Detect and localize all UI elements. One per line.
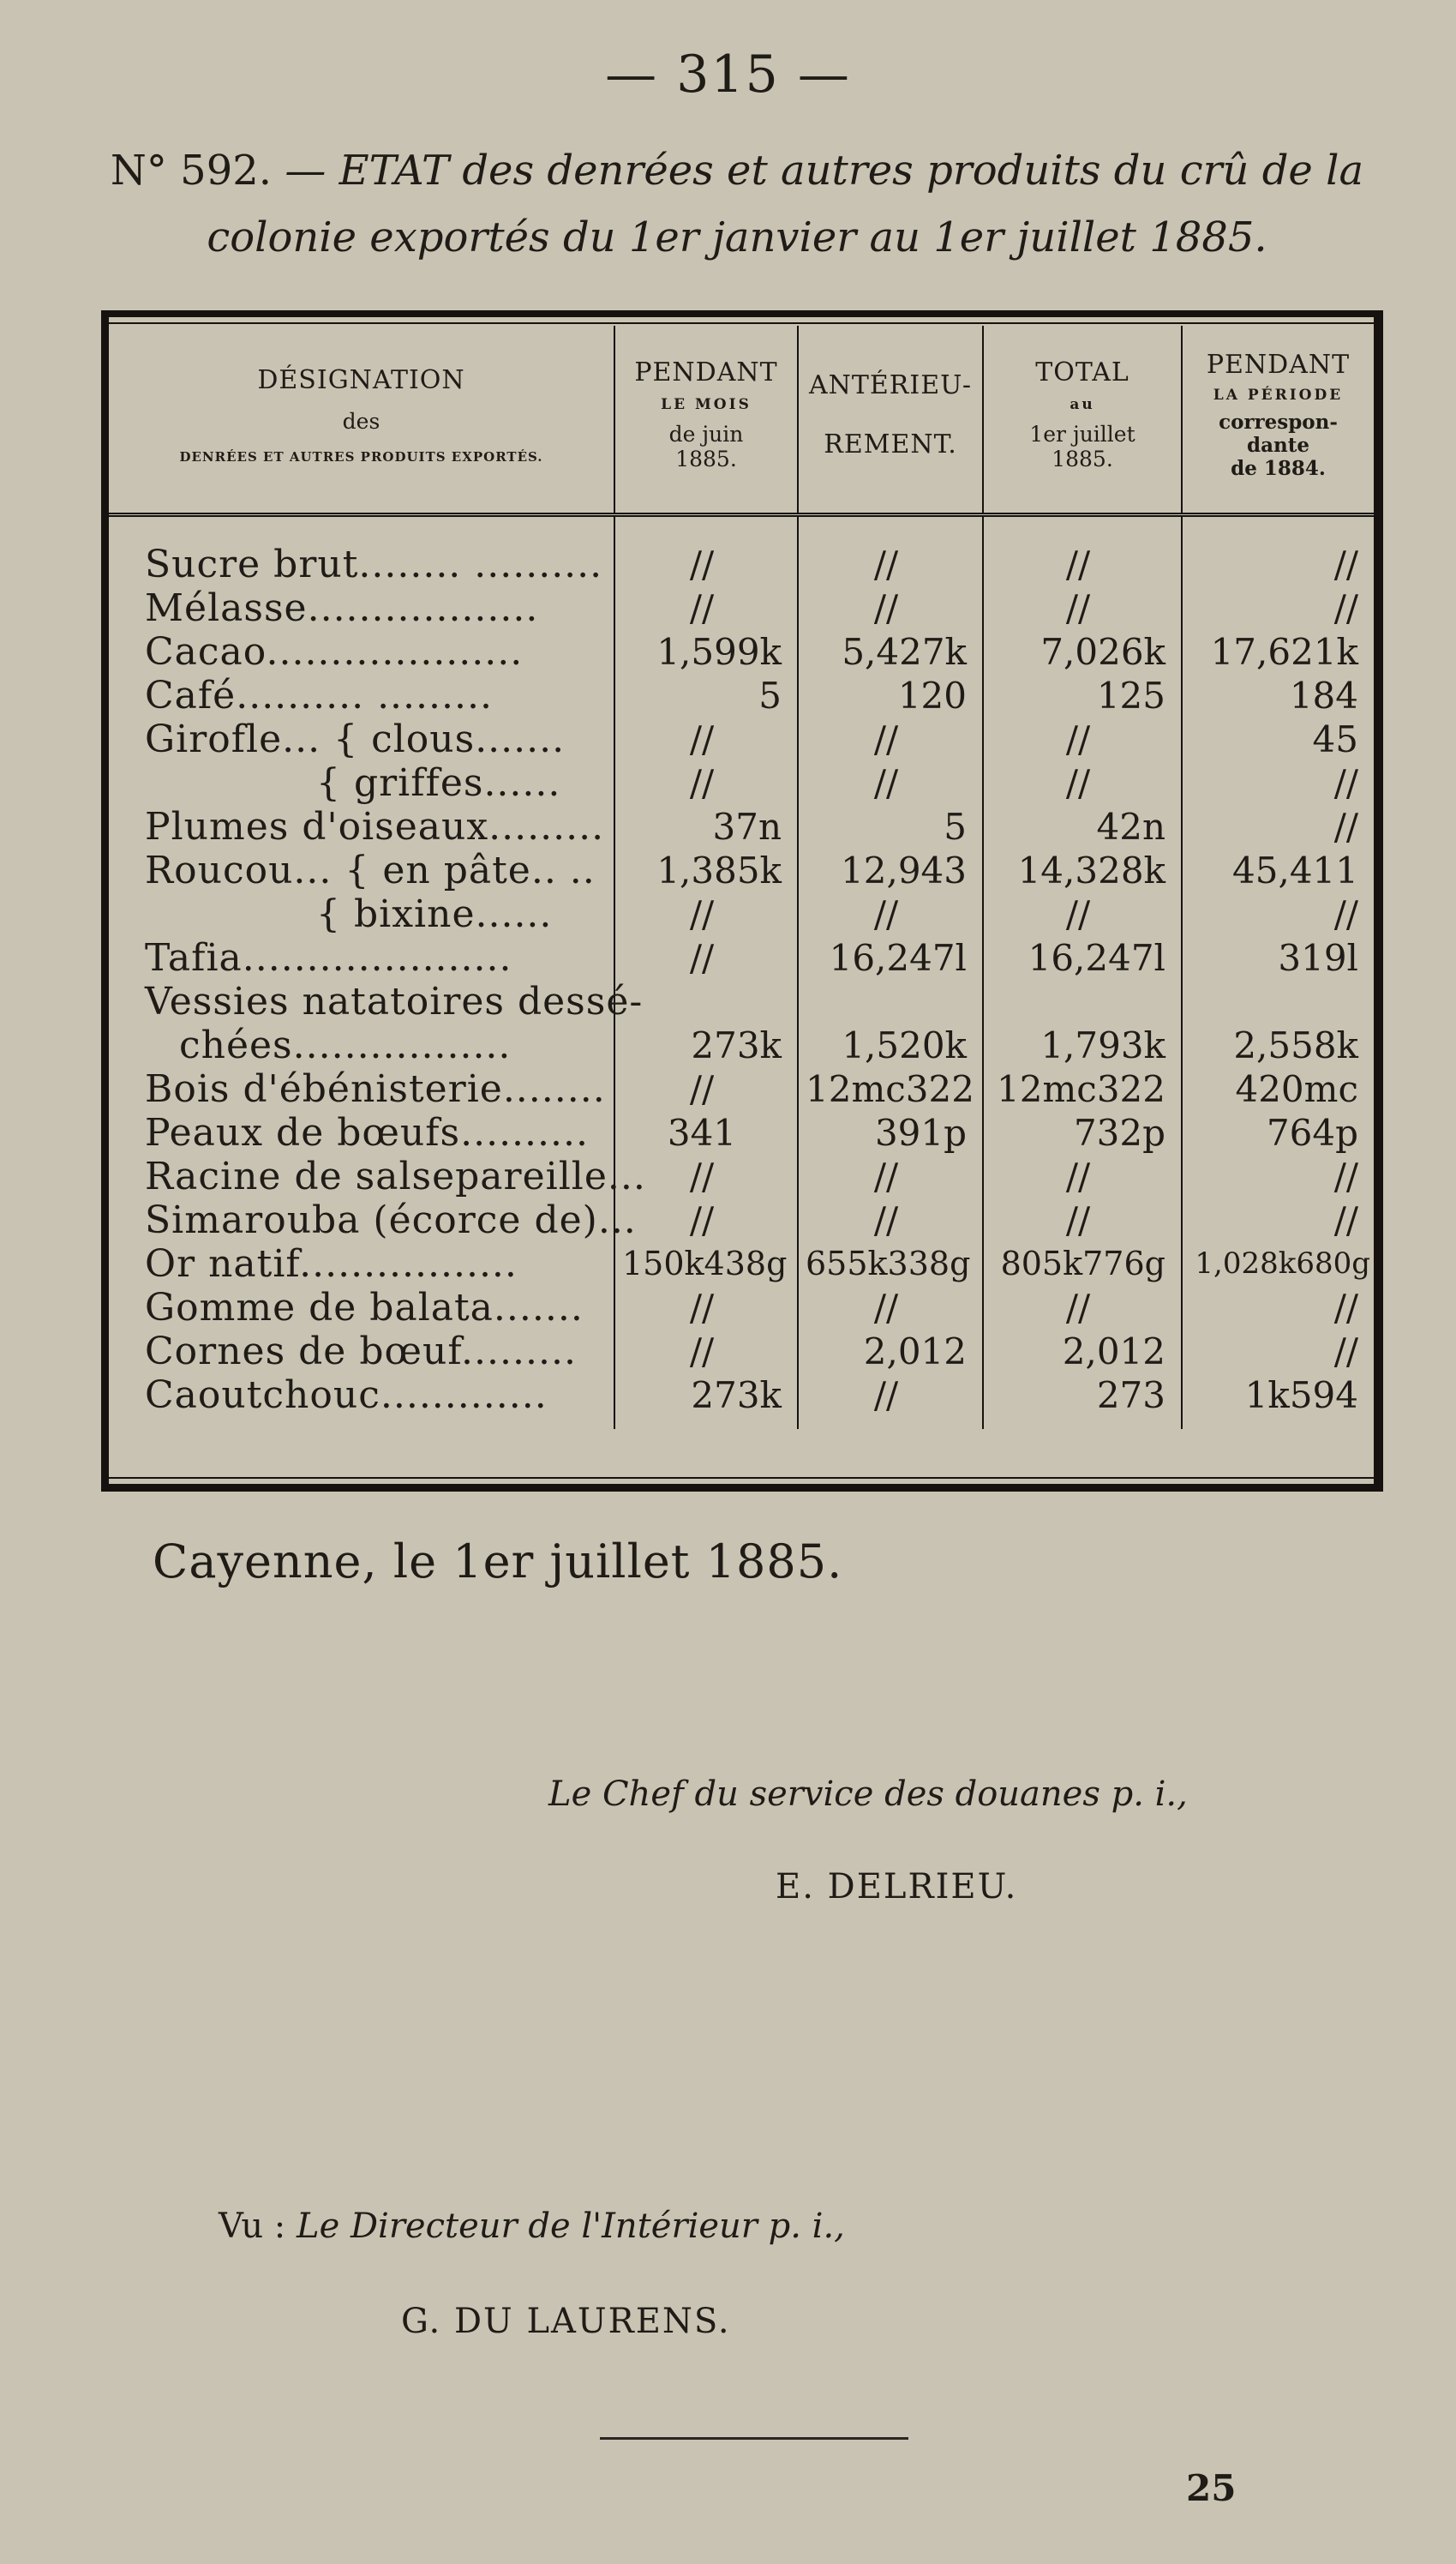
cell-juin: 273k	[614, 1024, 798, 1067]
cell-1884: 420mc	[1182, 1067, 1374, 1111]
table-row	[109, 1330, 1374, 1373]
customs-chief-name: E. DELRIEU.	[776, 1867, 1018, 1906]
cell-juin: //	[614, 1286, 798, 1330]
table-row	[109, 1155, 1374, 1198]
table-header-row	[109, 326, 1374, 514]
cell-anterieur: 5,427k	[798, 630, 983, 674]
cell-anterieur: //	[798, 1198, 983, 1242]
row-label: Cacao....................	[145, 629, 524, 674]
document-number: N° 592.	[110, 147, 273, 195]
cell-juin: 341	[614, 1111, 798, 1155]
cell-total: //	[983, 1155, 1182, 1198]
table-row	[109, 718, 1374, 761]
cell-1884: //	[1182, 1286, 1374, 1330]
cell-anterieur: //	[798, 718, 983, 761]
table-row	[109, 1286, 1374, 1330]
cell-1884: //	[1182, 805, 1374, 849]
export-table	[109, 326, 1374, 1429]
cell-total: //	[983, 892, 1182, 936]
cell-anterieur: 5	[798, 805, 983, 849]
cell-1884: 319l	[1182, 936, 1374, 980]
vu-line	[219, 2207, 845, 2246]
table-row	[109, 1111, 1374, 1155]
cell-anterieur: 1,520k	[798, 1024, 983, 1067]
header-designation: DÉSIGNATION des DENRÉES ET AUTRES PRODUITS EXPORTÉS.	[109, 326, 614, 514]
cell-anterieur: 391p	[798, 1111, 983, 1155]
cell-total: 12mc322	[983, 1067, 1182, 1111]
cell-anterieur: 12mc322	[798, 1067, 983, 1111]
row-label: Caoutchouc.............	[145, 1372, 548, 1417]
cell-juin: //	[614, 761, 798, 805]
customs-chief-title: Le Chef du service des douanes p. i.,	[548, 1774, 1188, 1814]
row-label: Bois d'ébénisterie........	[145, 1066, 606, 1111]
cell-juin: 37n	[614, 805, 798, 849]
cell-1884: 184	[1182, 674, 1374, 718]
row-label: Sucre brut........ ..........	[145, 542, 603, 586]
cell-1884: //	[1182, 1330, 1374, 1373]
cell-total	[983, 980, 1182, 1024]
table-row	[109, 849, 1374, 892]
cell-juin: //	[614, 1330, 798, 1373]
cell-total: //	[983, 514, 1182, 586]
cell-juin: 150k438g	[614, 1242, 798, 1286]
cell-juin: 5	[614, 674, 798, 718]
table-row	[109, 586, 1374, 630]
table-row	[109, 1242, 1374, 1286]
row-label: Cornes de bœuf.........	[145, 1329, 577, 1373]
table-row	[109, 805, 1374, 849]
cell-juin: //	[614, 718, 798, 761]
table-row	[109, 936, 1374, 980]
cell-juin: //	[614, 936, 798, 980]
bottom-rule	[600, 2437, 908, 2440]
cell-anterieur: 2,012	[798, 1330, 983, 1373]
cell-total: 16,247l	[983, 936, 1182, 980]
cell-1884: //	[1182, 514, 1374, 586]
header-periode-1884: PENDANT LA PÉRIODE correspon- dante de 1884.	[1182, 326, 1374, 514]
row-label: Simarouba (écorce de)...	[145, 1198, 637, 1242]
cell-1884: //	[1182, 586, 1374, 630]
cell-juin: 1,599k	[614, 630, 798, 674]
director-title: Le Directeur de l'Intérieur p. i.,	[297, 2207, 845, 2246]
cell-total: //	[983, 586, 1182, 630]
row-label: Roucou... { en pâte.. ..	[145, 848, 596, 892]
cell-total: //	[983, 1198, 1182, 1242]
table-row	[109, 1198, 1374, 1242]
row-label: Racine de salsepareille...	[145, 1154, 646, 1198]
cell-anterieur	[798, 980, 983, 1024]
cell-1884	[1182, 980, 1374, 1024]
table-row	[109, 892, 1374, 936]
table-row	[109, 1373, 1374, 1429]
header-pendant-mois: PENDANT LE MOIS de juin 1885.	[614, 326, 798, 514]
table-row	[109, 980, 1374, 1024]
cell-1884: 2,558k	[1182, 1024, 1374, 1067]
cell-anterieur: 12,943	[798, 849, 983, 892]
cell-anterieur: //	[798, 586, 983, 630]
table-row	[109, 1024, 1374, 1067]
cell-total: //	[983, 718, 1182, 761]
cell-juin: //	[614, 514, 798, 586]
cell-total: 273	[983, 1373, 1182, 1429]
page-number-top: — 315 —	[605, 45, 851, 105]
cell-juin: 1,385k	[614, 849, 798, 892]
cell-juin: //	[614, 892, 798, 936]
cell-juin: 273k	[614, 1373, 798, 1429]
page-number-bottom: 25	[1186, 2467, 1237, 2509]
table-row	[109, 630, 1374, 674]
cell-1884: 17,621k	[1182, 630, 1374, 674]
row-label: Vessies natatoires dessé-	[145, 979, 644, 1024]
row-label: { bixine......	[316, 892, 553, 936]
cell-anterieur: 655k338g	[798, 1242, 983, 1286]
cell-anterieur: 120	[798, 674, 983, 718]
cell-1884: 45,411	[1182, 849, 1374, 892]
cell-anterieur: //	[798, 1286, 983, 1330]
row-label: Peaux de bœufs..........	[145, 1110, 589, 1155]
cell-juin: //	[614, 586, 798, 630]
cell-anterieur: //	[798, 892, 983, 936]
export-table-frame	[101, 310, 1383, 1492]
row-label: Mélasse..................	[145, 585, 539, 630]
row-label: Café.......... .........	[145, 673, 493, 718]
cell-anterieur: //	[798, 1373, 983, 1429]
row-label: Gomme de balata.......	[145, 1285, 584, 1330]
director-name: G. DU LAURENS.	[401, 2302, 731, 2341]
cell-1884: 764p	[1182, 1111, 1374, 1155]
cell-total: 805k776g	[983, 1242, 1182, 1286]
row-label: Or natif.................	[145, 1241, 518, 1286]
cell-total: 125	[983, 674, 1182, 718]
cell-total: 1,793k	[983, 1024, 1182, 1067]
header-total: TOTAL au 1er juillet 1885.	[983, 326, 1182, 514]
cell-total: 732p	[983, 1111, 1182, 1155]
document-title	[94, 137, 1380, 271]
cell-1884: //	[1182, 1155, 1374, 1198]
cell-juin: //	[614, 1155, 798, 1198]
cell-1884: 1k594	[1182, 1373, 1374, 1429]
row-label: { griffes......	[316, 760, 561, 805]
row-label: chées.................	[179, 1023, 512, 1067]
row-label: Tafia.....................	[145, 935, 512, 980]
header-anterieurement: ANTÉRIEU- REMENT.	[798, 326, 983, 514]
table-row	[109, 514, 1374, 586]
cell-1884: 1,028k680g	[1182, 1242, 1374, 1286]
cell-juin: //	[614, 1198, 798, 1242]
cell-1884: //	[1182, 761, 1374, 805]
table-row	[109, 1067, 1374, 1111]
cell-total: 14,328k	[983, 849, 1182, 892]
cell-total: 2,012	[983, 1330, 1182, 1373]
cell-anterieur: //	[798, 761, 983, 805]
closing-date-line: Cayenne, le 1er juillet 1885.	[153, 1534, 843, 1588]
row-label: Girofle... { clous.......	[145, 717, 566, 761]
cell-anterieur: //	[798, 1155, 983, 1198]
cell-total: //	[983, 1286, 1182, 1330]
vu-prefix: Vu :	[219, 2207, 286, 2246]
cell-total: 42n	[983, 805, 1182, 849]
table-row	[109, 761, 1374, 805]
row-label: Plumes d'oiseaux.........	[145, 804, 605, 849]
cell-total: //	[983, 761, 1182, 805]
document-title-text: — ETAT des denrées et autres produits du crû de la colonie exportés du 1er janvier au 1er juillet 1885.	[207, 147, 1364, 261]
cell-juin: //	[614, 1067, 798, 1111]
cell-1884: //	[1182, 892, 1374, 936]
cell-total: 7,026k	[983, 630, 1182, 674]
cell-anterieur: //	[798, 514, 983, 586]
cell-1884: //	[1182, 1198, 1374, 1242]
cell-anterieur: 16,247l	[798, 936, 983, 980]
table-row	[109, 674, 1374, 718]
cell-1884: 45	[1182, 718, 1374, 761]
